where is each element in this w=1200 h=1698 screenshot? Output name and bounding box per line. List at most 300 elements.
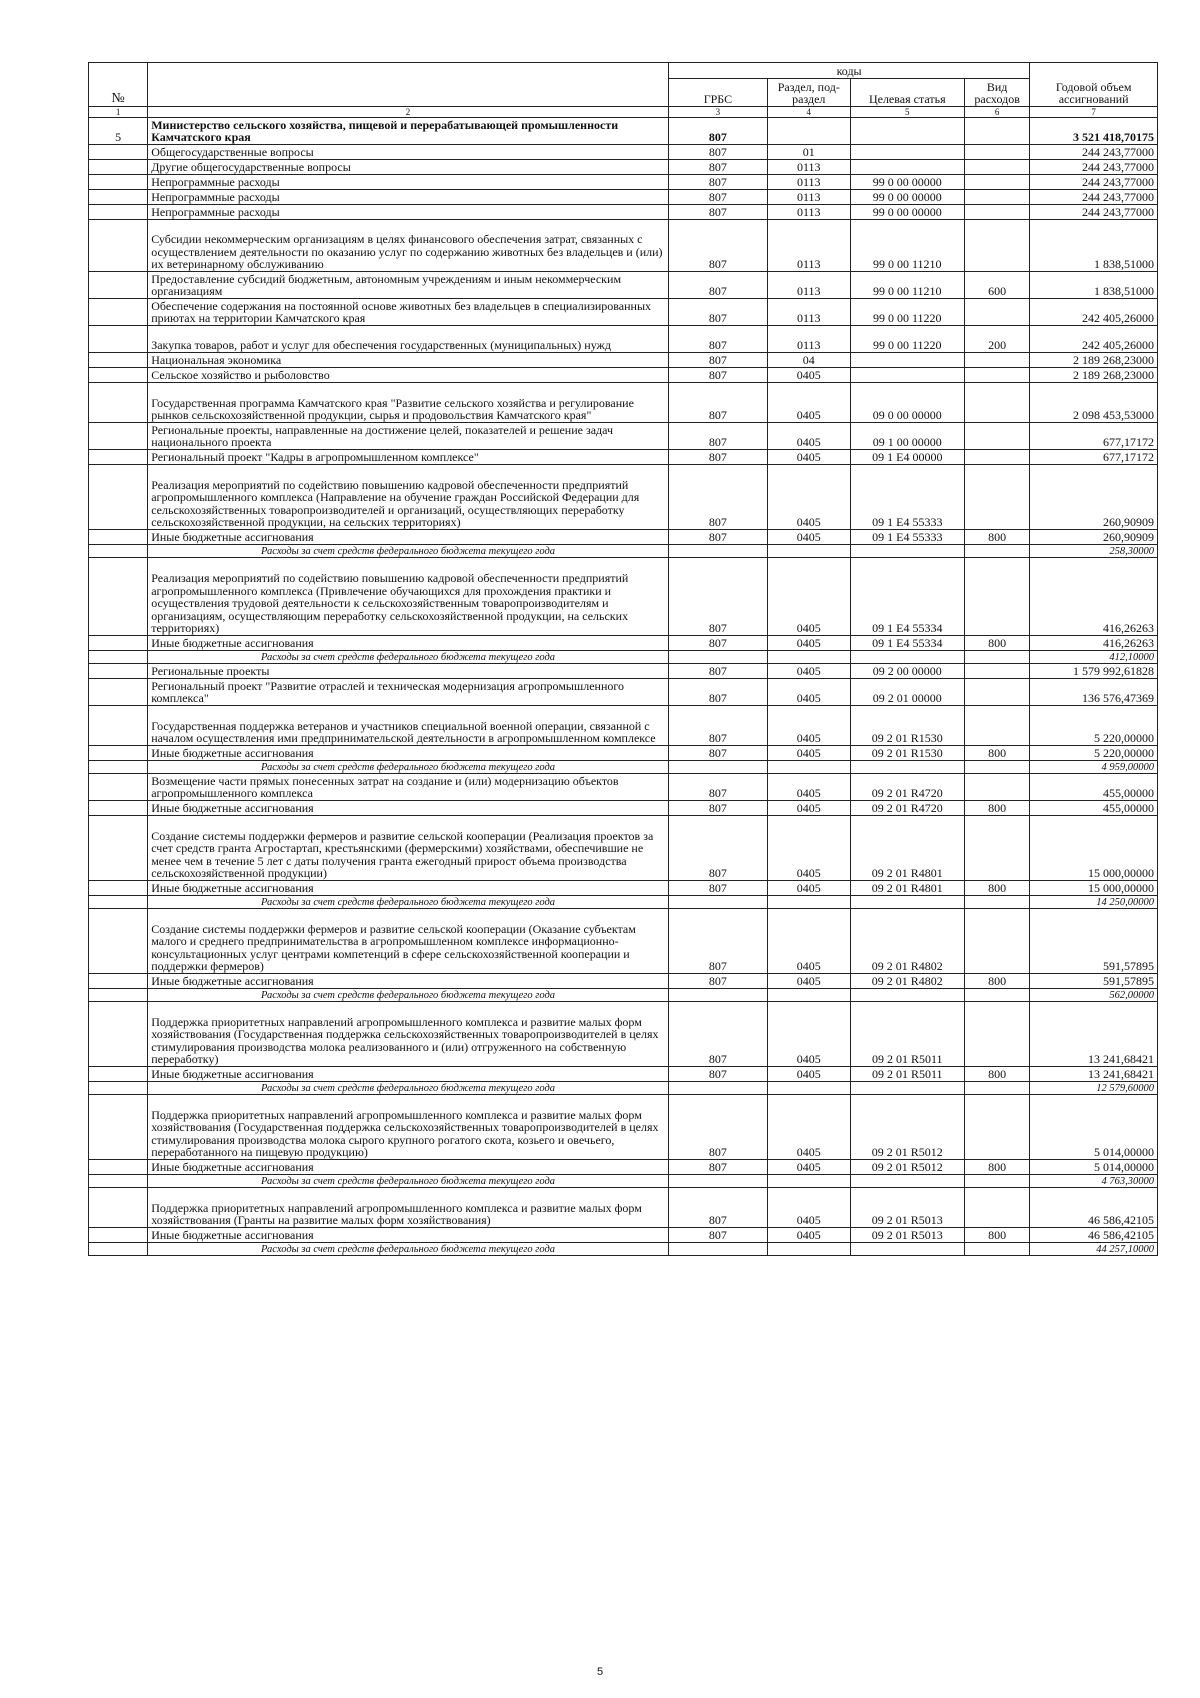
row-annual-volume: 677,17172 [1030,450,1158,465]
row-target-article: 09 2 01 R1530 [850,746,964,761]
row-name: Расходы за счет средств федерального бюджета текущего года [148,1082,669,1095]
row-expense-type [964,205,1029,220]
row-expense-type [964,909,1029,974]
row-name: Иные бюджетные ассигнования [148,636,669,651]
row-expense-type [964,190,1029,205]
row-grbs: 807 [668,881,767,896]
row-number [89,706,148,746]
row-expense-type [964,450,1029,465]
row-grbs [668,761,767,774]
row-expense-type [964,145,1029,160]
row-annual-volume: 412,10000 [1030,651,1158,664]
row-annual-volume: 3 521 418,70175 [1030,118,1158,145]
row-number [89,175,148,190]
row-annual-volume: 244 243,77000 [1030,190,1158,205]
row-name: Возмещение части прямых понесенных затрат на создание и (или) модернизацию объектов агропромышленного комплекса [148,774,669,801]
row-number [89,636,148,651]
federal-funds-row [89,896,1158,909]
budget-allocation-table [88,62,1158,1256]
row-annual-volume: 5 014,00000 [1030,1160,1158,1175]
row-name: Расходы за счет средств федерального бюджета текущего года [148,896,669,909]
row-target-article: 09 1 E4 55334 [850,636,964,651]
row-grbs: 807 [668,465,767,530]
row-section: 0405 [767,1188,850,1228]
row-name: Региональные проекты, направленные на достижение целей, показателей и решение задач национального проекта [148,423,669,450]
row-expense-type [964,545,1029,558]
table-row [89,190,1158,205]
row-name: Региональный проект "Кадры в агропромышленном комплексе" [148,450,669,465]
row-target-article [850,353,964,368]
row-grbs: 807 [668,423,767,450]
row-expense-type [964,989,1029,1002]
table-row [89,118,1158,145]
row-annual-volume: 44 257,10000 [1030,1243,1158,1256]
row-name: Закупка товаров, работ и услуг для обеспечения государственных (муниципальных) нужд [148,326,669,353]
table-row [89,1002,1158,1067]
row-expense-type: 200 [964,326,1029,353]
row-grbs: 807 [668,1095,767,1160]
row-expense-type [964,383,1029,423]
row-expense-type [964,816,1029,881]
row-section: 0405 [767,636,850,651]
row-grbs: 807 [668,909,767,974]
row-annual-volume: 14 250,00000 [1030,896,1158,909]
row-expense-type [964,160,1029,175]
row-section: 0405 [767,816,850,881]
row-name: Субсидии некоммерческим организациям в целях финансового обеспечения затрат, связанных с осуществлением деятельности по оказанию услуг по содержанию животных без владельцев и (или) их ветеринарному обслуживанию [148,220,669,272]
table-row [89,465,1158,530]
row-section [767,651,850,664]
row-expense-type [964,1095,1029,1160]
row-target-article: 09 1 E4 55333 [850,530,964,545]
row-name: Поддержка приоритетных направлений агропромышленного комплекса и развитие малых форм хозяйствования (Государственная поддержка сельскохозяйственных товаропроизводителей в целях стимулирования производства молока сырого крупного рогатого скота, козьего и овечьего, переработанного на пищевую продукцию) [148,1095,669,1160]
table-row [89,368,1158,383]
row-annual-volume: 136 576,47369 [1030,679,1158,706]
row-number [89,746,148,761]
row-target-article [850,118,964,145]
row-name: Создание системы поддержки фермеров и развитие сельской кооперации (Оказание субъектам малого и среднего предпринимательства в агропромышленном комплексе информационно-консультационных услуг центрами компетенций в сфере сельскохозяйственной кооперации и поддержки фермеров) [148,909,669,974]
row-annual-volume: 260,90909 [1030,465,1158,530]
row-expense-type [964,1082,1029,1095]
row-annual-volume: 5 220,00000 [1030,706,1158,746]
row-number [89,1175,148,1188]
row-section [767,896,850,909]
column-index: 4 [767,107,850,118]
row-number [89,1188,148,1228]
table-row [89,450,1158,465]
row-name: Иные бюджетные ассигнования [148,1067,669,1082]
row-expense-type: 800 [964,974,1029,989]
row-grbs: 807 [668,190,767,205]
row-target-article: 09 2 01 R5011 [850,1067,964,1082]
row-section: 0405 [767,558,850,636]
row-annual-volume: 5 220,00000 [1030,746,1158,761]
row-grbs [668,896,767,909]
row-grbs: 807 [668,1002,767,1067]
row-expense-type [964,175,1029,190]
table-row [89,1188,1158,1228]
row-section: 0405 [767,881,850,896]
row-annual-volume: 455,00000 [1030,801,1158,816]
row-grbs: 807 [668,118,767,145]
row-annual-volume: 15 000,00000 [1030,881,1158,896]
row-number [89,353,148,368]
row-target-article [850,160,964,175]
row-expense-type [964,558,1029,636]
row-number [89,651,148,664]
row-name: Непрограммные расходы [148,190,669,205]
table-row [89,353,1158,368]
row-target-article: 09 2 01 R5011 [850,1002,964,1067]
row-number [89,909,148,974]
row-name: Иные бюджетные ассигнования [148,801,669,816]
row-name: Государственная программа Камчатского края "Развитие сельского хозяйства и регулирование рынков сельскохозяйственной продукции, сырья и продовольствия Камчатского края" [148,383,669,423]
row-annual-volume: 1 838,51000 [1030,272,1158,299]
row-grbs: 807 [668,746,767,761]
row-section: 0113 [767,175,850,190]
row-annual-volume: 4 763,30000 [1030,1175,1158,1188]
row-expense-type [964,353,1029,368]
row-name: Непрограммные расходы [148,175,669,190]
row-grbs: 807 [668,530,767,545]
row-number [89,664,148,679]
row-name: Предоставление субсидий бюджетным, автономным учреждениям и иным некоммерческим организациям [148,272,669,299]
row-section: 0113 [767,160,850,175]
row-expense-type [964,706,1029,746]
row-name: Региональный проект "Развитие отраслей и техническая модернизация агропромышленного комплекса" [148,679,669,706]
row-number [89,145,148,160]
row-number [89,761,148,774]
row-name: Иные бюджетные ассигнования [148,1228,669,1243]
row-name: Министерство сельского хозяйства, пищевой и перерабатывающей промышленности Камчатского края [148,118,669,145]
row-grbs: 807 [668,1160,767,1175]
row-name: Другие общегосударственные вопросы [148,160,669,175]
row-target-article: 09 2 01 R4720 [850,801,964,816]
row-number: 5 [89,118,148,145]
table-row [89,220,1158,272]
row-target-article: 09 2 00 00000 [850,664,964,679]
row-grbs [668,1175,767,1188]
row-annual-volume: 242 405,26000 [1030,326,1158,353]
row-number [89,220,148,272]
row-expense-type [964,1243,1029,1256]
row-section [767,989,850,1002]
row-name: Реализация мероприятий по содействию повышению кадровой обеспеченности предприятий агропромышленного комплекса (Направление на обучение граждан Российской Федерации для сельскохозяйственных товаропроизводителей и организаций, осуществляющих переработку сельскохозяйственной продукции, на сельских территориях) [148,465,669,530]
table-header [89,63,1158,118]
row-grbs: 807 [668,558,767,636]
header-grbs: ГРБС [668,79,767,107]
row-number [89,383,148,423]
header-target-article: Целевая статья [850,79,964,107]
row-grbs [668,1243,767,1256]
row-section [767,1243,850,1256]
row-expense-type [964,423,1029,450]
row-target-article: 09 2 01 R4720 [850,774,964,801]
row-section: 0405 [767,1095,850,1160]
table-row [89,881,1158,896]
row-target-article: 09 2 01 R4802 [850,909,964,974]
row-target-article [850,1243,964,1256]
row-annual-volume: 416,26263 [1030,558,1158,636]
row-annual-volume: 15 000,00000 [1030,816,1158,881]
row-expense-type [964,896,1029,909]
row-section [767,761,850,774]
federal-funds-row [89,545,1158,558]
row-name: Расходы за счет средств федерального бюджета текущего года [148,1175,669,1188]
row-grbs: 807 [668,205,767,220]
table-row [89,1160,1158,1175]
table-row [89,160,1158,175]
row-target-article [850,368,964,383]
row-target-article: 99 0 00 11220 [850,299,964,326]
row-target-article [850,989,964,1002]
row-section [767,118,850,145]
row-target-article: 09 2 01 R5012 [850,1160,964,1175]
row-name: Иные бюджетные ассигнования [148,530,669,545]
row-annual-volume: 4 959,00000 [1030,761,1158,774]
federal-funds-row [89,651,1158,664]
row-target-article [850,545,964,558]
row-section: 0405 [767,1067,850,1082]
row-target-article: 99 0 00 00000 [850,205,964,220]
row-name: Расходы за счет средств федерального бюджета текущего года [148,651,669,664]
row-name: Национальная экономика [148,353,669,368]
row-grbs: 807 [668,160,767,175]
table-row [89,679,1158,706]
row-annual-volume: 12 579,60000 [1030,1082,1158,1095]
row-expense-type [964,465,1029,530]
table-row [89,558,1158,636]
row-annual-volume: 562,00000 [1030,989,1158,1002]
row-expense-type: 800 [964,1160,1029,1175]
row-name: Расходы за счет средств федерального бюджета текущего года [148,761,669,774]
row-section: 0405 [767,530,850,545]
row-name: Поддержка приоритетных направлений агропромышленного комплекса и развитие малых форм хозяйствования (Гранты на развитие малых форм хозяйствования) [148,1188,669,1228]
row-number [89,989,148,1002]
column-index: 6 [964,107,1029,118]
row-expense-type [964,774,1029,801]
row-name: Обеспечение содержания на постоянной основе животных без владельцев в специализированных приютах на территории Камчатского края [148,299,669,326]
row-number [89,160,148,175]
row-annual-volume: 591,57895 [1030,909,1158,974]
table-row [89,664,1158,679]
row-name: Иные бюджетные ассигнования [148,881,669,896]
row-expense-type: 800 [964,530,1029,545]
row-grbs: 807 [668,368,767,383]
row-target-article [850,651,964,664]
row-section: 0405 [767,664,850,679]
row-number [89,816,148,881]
row-expense-type [964,220,1029,272]
row-name: Общегосударственные вопросы [148,145,669,160]
row-grbs: 807 [668,706,767,746]
row-target-article: 09 2 01 R4802 [850,974,964,989]
row-grbs: 807 [668,326,767,353]
row-target-article [850,145,964,160]
row-expense-type [964,299,1029,326]
row-section: 0405 [767,746,850,761]
row-number [89,1067,148,1082]
table-row [89,423,1158,450]
table-row [89,774,1158,801]
row-name: Сельское хозяйство и рыболовство [148,368,669,383]
row-annual-volume: 244 243,77000 [1030,145,1158,160]
federal-funds-row [89,989,1158,1002]
row-number [89,423,148,450]
row-name: Создание системы поддержки фермеров и развитие сельской кооперации (Реализация проектов за счет средств гранта Агростартап, крестьянскими (фермерскими) хозяйствами, обеспечившие не менее чем в течение 5 лет с даты получения гранта ежегодный прирост объема производства сельскохозяйственной продукции) [148,816,669,881]
row-number [89,774,148,801]
row-number [89,558,148,636]
row-name: Государственная поддержка ветеранов и участников специальной военной операции, связанной с началом осуществления ими предпринимательской деятельности в агропромышленном комплексе [148,706,669,746]
row-grbs: 807 [668,679,767,706]
row-expense-type [964,1188,1029,1228]
row-target-article: 09 1 E4 55334 [850,558,964,636]
row-expense-type [964,651,1029,664]
row-annual-volume: 244 243,77000 [1030,175,1158,190]
row-section: 0113 [767,272,850,299]
row-annual-volume: 2 098 453,53000 [1030,383,1158,423]
row-grbs: 807 [668,175,767,190]
row-number [89,881,148,896]
row-annual-volume: 1 579 992,61828 [1030,664,1158,679]
table-row [89,299,1158,326]
table-row [89,530,1158,545]
row-expense-type [964,1175,1029,1188]
row-section [767,545,850,558]
row-number [89,801,148,816]
row-grbs: 807 [668,1188,767,1228]
row-number [89,679,148,706]
row-target-article: 99 0 00 00000 [850,175,964,190]
header-codes: коды [668,63,1029,79]
row-section: 0113 [767,205,850,220]
row-name: Расходы за счет средств федерального бюджета текущего года [148,545,669,558]
row-number [89,299,148,326]
table-row [89,272,1158,299]
row-number [89,974,148,989]
row-section: 0405 [767,679,850,706]
federal-funds-row [89,1175,1158,1188]
row-target-article: 09 2 01 R5013 [850,1188,964,1228]
row-annual-volume: 2 189 268,23000 [1030,368,1158,383]
row-section [767,1082,850,1095]
row-expense-type [964,664,1029,679]
row-section [767,1175,850,1188]
row-target-article [850,1082,964,1095]
table-row [89,636,1158,651]
row-number [89,368,148,383]
row-expense-type: 600 [964,272,1029,299]
row-grbs: 807 [668,272,767,299]
row-grbs: 807 [668,450,767,465]
column-index: 5 [850,107,964,118]
header-expense-type: Вид расходов [964,79,1029,107]
row-section: 0113 [767,190,850,205]
row-expense-type [964,118,1029,145]
header-name-blank [148,63,669,107]
row-expense-type [964,761,1029,774]
row-grbs: 807 [668,353,767,368]
row-grbs: 807 [668,1228,767,1243]
row-annual-volume: 591,57895 [1030,974,1158,989]
column-index: 7 [1030,107,1158,118]
column-index: 2 [148,107,669,118]
row-section: 01 [767,145,850,160]
table-body [89,118,1158,1256]
row-grbs: 807 [668,636,767,651]
row-number [89,1243,148,1256]
table-row [89,175,1158,190]
row-expense-type [964,679,1029,706]
row-expense-type: 800 [964,1067,1029,1082]
header-annual-volume: Годовой объем ассигнований [1030,63,1158,107]
row-number [89,465,148,530]
row-target-article: 09 1 E4 00000 [850,450,964,465]
row-section: 0405 [767,423,850,450]
table-row [89,383,1158,423]
column-index: 1 [89,107,148,118]
table-row [89,974,1158,989]
row-section: 0113 [767,326,850,353]
row-name: Иные бюджетные ассигнования [148,1160,669,1175]
row-number [89,1082,148,1095]
row-section: 0405 [767,465,850,530]
row-name: Иные бюджетные ассигнования [148,746,669,761]
row-expense-type: 800 [964,1228,1029,1243]
table-row [89,909,1158,974]
header-number: № [89,63,148,107]
row-section: 0405 [767,909,850,974]
row-annual-volume: 13 241,68421 [1030,1067,1158,1082]
row-annual-volume: 244 243,77000 [1030,160,1158,175]
row-section: 0405 [767,801,850,816]
row-annual-volume: 244 243,77000 [1030,205,1158,220]
row-target-article: 09 1 00 00000 [850,423,964,450]
table-row [89,706,1158,746]
page-number: 5 [596,1666,604,1678]
column-index: 3 [668,107,767,118]
row-target-article [850,1175,964,1188]
table-row [89,1228,1158,1243]
row-section: 0405 [767,383,850,423]
row-annual-volume: 1 838,51000 [1030,220,1158,272]
row-number [89,272,148,299]
table-row [89,1095,1158,1160]
row-annual-volume: 5 014,00000 [1030,1095,1158,1160]
row-target-article: 99 0 00 00000 [850,190,964,205]
row-expense-type: 800 [964,746,1029,761]
row-number [89,896,148,909]
row-grbs [668,651,767,664]
row-expense-type [964,1002,1029,1067]
row-section: 0405 [767,1160,850,1175]
row-name: Региональные проекты [148,664,669,679]
row-target-article: 09 2 01 R1530 [850,706,964,746]
row-grbs: 807 [668,816,767,881]
table-row [89,801,1158,816]
row-annual-volume: 2 189 268,23000 [1030,353,1158,368]
row-section: 0113 [767,220,850,272]
row-section: 0405 [767,706,850,746]
row-expense-type: 800 [964,801,1029,816]
federal-funds-row [89,1243,1158,1256]
row-name: Расходы за счет средств федерального бюджета текущего года [148,1243,669,1256]
row-target-article [850,896,964,909]
row-name: Поддержка приоритетных направлений агропромышленного комплекса и развитие малых форм хозяйствования (Государственная поддержка сельскохозяйственных товаропроизводителей в целях стимулирования производства молока реализованного и (или) отгруженного на собственную переработку) [148,1002,669,1067]
table-row [89,816,1158,881]
row-grbs: 807 [668,220,767,272]
row-grbs: 807 [668,974,767,989]
